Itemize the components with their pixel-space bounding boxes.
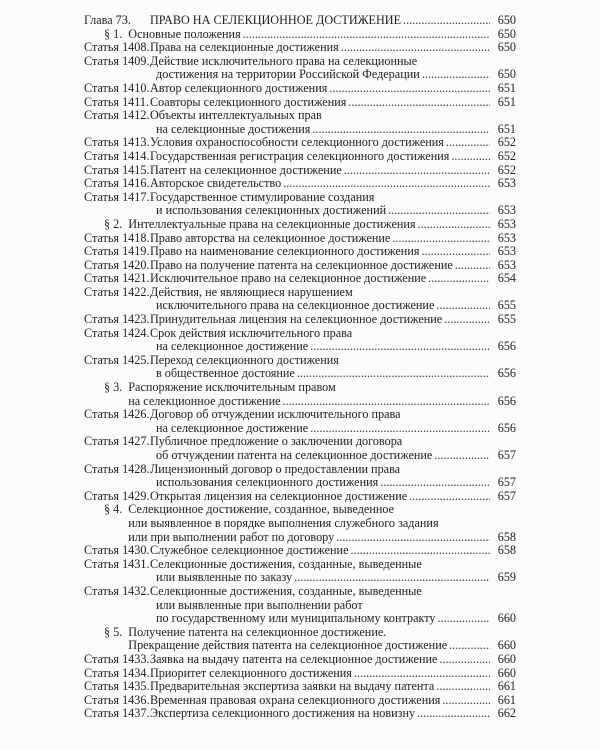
toc-entry-title: Экспертиза селекционного достижения на новизну [150,706,416,721]
toc-article [84,667,516,681]
dot-leader [352,667,490,681]
page-number: 656 [497,366,516,381]
toc-entry-title: достижения на территории Российской Федерации [156,67,420,82]
toc-entry-label: Статья 1431. [84,556,150,571]
dot-leader [281,177,490,191]
page-number: 653 [497,230,516,245]
toc-entry-label: Статья 1434. [84,665,150,680]
toc-entry-title: ПРАВО НА СЕЛЕКЦИОННОЕ ДОСТИЖЕНИЕ [150,13,402,27]
toc-entry-title: Государственное стимулирование создания [150,189,375,204]
toc-article [84,408,516,435]
toc-article [84,354,516,381]
toc-article [84,327,516,354]
dot-leader [437,653,490,667]
toc-entry-title: Интеллектуальные права на селекционные достижения [128,216,416,231]
toc-entry-label: Статья 1411. [84,94,150,109]
page-number: 660 [497,651,516,666]
dot-leader [390,232,490,246]
toc-article [84,272,516,286]
toc-entry-title: на селекционное достижение [128,393,281,408]
toc-entry-label: Статья 1415. [84,162,150,177]
toc-entry-title: или при выполнении работ по договору [128,529,335,544]
toc-entry-title: Открытая лицензия на селекционное достижение [150,488,408,503]
toc-entry-title: или выявленное в порядке выполнения служебного задания [128,515,439,530]
toc-entry-title: Действие исключительного права на селекционные [150,53,418,68]
page-number: 658 [497,543,516,558]
toc-entry-label: § 4. [104,502,123,517]
toc-entry-title: Объекты интеллектуальных прав [150,108,322,123]
toc-entry-title: использования селекционного достижения [156,475,379,490]
dot-leader [310,123,490,137]
page-number: 660 [497,611,516,626]
page-number: 653 [497,244,516,259]
toc-entry-label: Статья 1420. [84,257,150,272]
dot-leader [346,96,490,110]
toc-entry-title: Государственная регистрация селекционного достижения [150,148,450,163]
toc-entry-title: Получение патента на селекционное достижение. [128,624,387,639]
dot-leader [308,340,490,354]
toc-entry-title: Соавторы селекционного достижения [150,94,347,109]
dot-leader [426,272,490,286]
toc-entry-title: Основные положения [128,26,241,41]
toc-entry-label: § 2. [104,216,123,231]
toc-article [84,558,516,585]
toc-entry-label: Статья 1429. [84,488,150,503]
page-number: 653 [497,257,516,272]
toc-entry-title: Договор об отчуждении исключительного права [150,407,401,422]
dot-leader [348,544,490,558]
toc-entry-title: Право на наименование селекционного достижения [150,244,420,259]
page-number: 658 [497,529,516,544]
dot-leader [447,639,490,653]
page-number: 662 [497,706,516,721]
toc-article [84,150,516,164]
dot-leader [434,680,490,694]
toc-entry-label: § 5. [104,624,123,639]
page-number: 656 [497,393,516,408]
toc-entry-title: Право авторства на селекционное достижение [150,230,391,245]
dot-leader [453,259,490,273]
toc-article [84,680,516,694]
toc-entry-title: Исключительное право на селекционное достижение [150,271,427,286]
toc-entry-label: Статья 1432. [84,583,150,598]
toc-entry-title: Селекционное достижение, созданное, выведенное [128,502,395,517]
toc-entry-label: Статья 1423. [84,312,150,327]
toc-article [84,96,516,110]
toc-section [84,626,516,653]
dot-leader [339,41,490,55]
toc-entry-label: Статья 1427. [84,434,150,449]
toc-section [84,503,516,544]
toc-article [84,136,516,150]
toc-entry-title: Действия, не являющиеся нарушением [150,284,353,299]
toc-article [84,313,516,327]
toc-entry-label: Статья 1422. [84,284,150,299]
toc-article [84,286,516,313]
toc-article [84,191,516,218]
page-number: 655 [497,312,516,327]
toc-article [84,164,516,178]
toc-entry-title: Распоряжение исключительным правом [128,380,336,395]
dot-leader [241,28,490,42]
page-number: 656 [497,420,516,435]
dot-leader [386,204,490,218]
dot-leader [342,164,490,178]
page-number: 650 [497,67,516,82]
toc-article [84,707,516,721]
toc-entry-title: исключительного права на селекционное достижение [156,298,435,313]
toc-article [84,694,516,708]
toc-article [84,41,516,55]
toc-entry-title: Прекращение действия патента на селекционное достижение [128,638,448,653]
toc-entry-label: Статья 1426. [84,407,150,422]
page-number: 657 [497,488,516,503]
toc-entry-title: Право на получение патента на селекционное достижение [150,257,453,272]
page-number: 652 [497,135,516,150]
toc-entry-title: или выявленные по заказу [156,570,293,585]
toc-section [84,28,516,42]
toc-entry-label: Статья 1428. [84,461,150,476]
toc-entry-label: Статья 1413. [84,135,150,150]
toc-entry-title: по государственному или муниципальному контракту [156,611,436,626]
page-number: 650 [497,40,516,55]
toc-entry-label: Статья 1424. [84,325,150,340]
page-number: 653 [497,176,516,191]
toc-entry-title: на селекционное достижение [156,420,309,435]
toc-chapter [84,14,516,28]
toc-article [84,259,516,273]
toc-article [84,585,516,626]
toc-entry-label: Статья 1418. [84,230,150,245]
dot-leader [407,490,490,504]
dot-leader [436,612,490,626]
dot-leader [292,571,490,585]
toc-entry-title: Публичное предложение о заключении договора [150,434,403,449]
toc-entry-title: на селекционные достижения [156,121,311,136]
toc-article [84,177,516,191]
table-of-contents [84,14,516,721]
dot-leader [295,367,490,381]
toc-article [84,653,516,667]
toc-entry-label: Статья 1419. [84,244,150,259]
toc-entry-title: Селекционные достижения, созданные, выведенные [150,583,422,598]
page-number: 660 [497,638,516,653]
toc-entry-label: § 1. [104,26,123,41]
dot-leader [449,150,490,164]
toc-entry-title: Патент на селекционное достижение [150,162,342,177]
toc-article [84,55,516,82]
page-number: 653 [497,203,516,218]
toc-article [84,463,516,490]
toc-entry-title: или выявленные при выполнении работ [156,597,363,612]
toc-article [84,435,516,462]
page-number: 651 [497,121,516,136]
dot-leader [378,476,490,490]
toc-entry-label: Статья 1417. [84,189,150,204]
toc-article [84,82,516,96]
toc-entry-title: на селекционное достижение [156,339,309,354]
toc-entry-title: Предварительная экспертиза заявки на выдачу патента [150,679,435,694]
toc-entry-label: Статья 1416. [84,176,150,191]
toc-entry-label: Статья 1414. [84,148,150,163]
toc-entry-title: Заявка на выдачу патента на селекционное достижение [150,651,438,666]
dot-leader [415,707,490,721]
page-number: 652 [497,162,516,177]
toc-entry-title: Срок действия исключительного права [150,325,353,340]
page-number: 657 [497,475,516,490]
toc-entry-title: и использования селекционных достижений [156,203,387,218]
toc-entry-label: Статья 1408. [84,40,150,55]
toc-entry-label: Статья 1437. [84,706,150,721]
page-number: 655 [497,298,516,313]
toc-entry-label: Глава 73. [84,13,131,27]
toc-entry-label: Статья 1410. [84,80,150,95]
toc-entry-title: Автор селекционного достижения [150,80,328,95]
toc-entry-title: Временная правовая охрана селекционного достижения [150,692,441,707]
dot-leader [334,531,490,545]
page-number: 654 [497,271,516,286]
toc-entry-label: Статья 1436. [84,692,150,707]
toc-entry-title: в общественное достояние [156,366,295,381]
toc-entry-title: Селекционные достижения, созданные, выведенные [150,556,422,571]
toc-entry-title: Принудительная лицензия на селекционное достижение [150,312,443,327]
toc-article [84,109,516,136]
toc-entry-label: Статья 1425. [84,352,150,367]
page-number: 651 [497,80,516,95]
page-number: 656 [497,339,516,354]
page-number: 652 [497,148,516,163]
dot-leader [308,422,490,436]
toc-article [84,490,516,504]
toc-entry-title: Права на селекционные достижения [150,40,339,55]
toc-entry-title: Авторское свидетельство [150,176,282,191]
dot-leader [420,68,490,82]
toc-entry-title: Служебное селекционное достижение [150,543,349,558]
dot-leader [434,299,490,313]
page-number: 661 [497,692,516,707]
toc-entry-label: Статья 1412. [84,108,150,123]
toc-article [84,245,516,259]
toc-entry-label: Статья 1433. [84,651,150,666]
toc-section [84,381,516,408]
dot-leader [401,14,490,28]
dot-leader [440,694,490,708]
toc-entry-label: § 3. [104,380,123,395]
page-number: 661 [497,679,516,694]
dot-leader [327,82,490,96]
toc-article [84,232,516,246]
page-number: 650 [497,13,516,27]
page-number: 657 [497,448,516,462]
dot-leader [416,218,490,232]
toc-entry-label: Статья 1409. [84,53,150,68]
page-number: 659 [497,570,516,585]
toc-section [84,218,516,232]
toc-entry-label: Статья 1430. [84,543,150,558]
toc-entry-title: об отчуждении патента на селекционное достижение [156,448,433,462]
toc-entry-title: Переход селекционного достижения [150,352,339,367]
page-number: 650 [497,26,516,41]
dot-leader [281,395,490,409]
page-number: 653 [497,216,516,231]
toc-article [84,544,516,558]
dot-leader [444,136,490,150]
toc-entry-label: Статья 1421. [84,271,150,286]
page-number: 651 [497,94,516,109]
page-number: 660 [497,665,516,680]
dot-leader [442,313,490,327]
toc-entry-title: Условия охраноспособности селекционного достижения [150,135,444,150]
toc-entry-title: Приоритет селекционного достижения [150,665,352,680]
dot-leader [432,449,490,463]
toc-entry-label: Статья 1435. [84,679,150,694]
dot-leader [419,245,490,259]
toc-entry-title: Лицензионный договор о предоставлении права [150,461,401,476]
